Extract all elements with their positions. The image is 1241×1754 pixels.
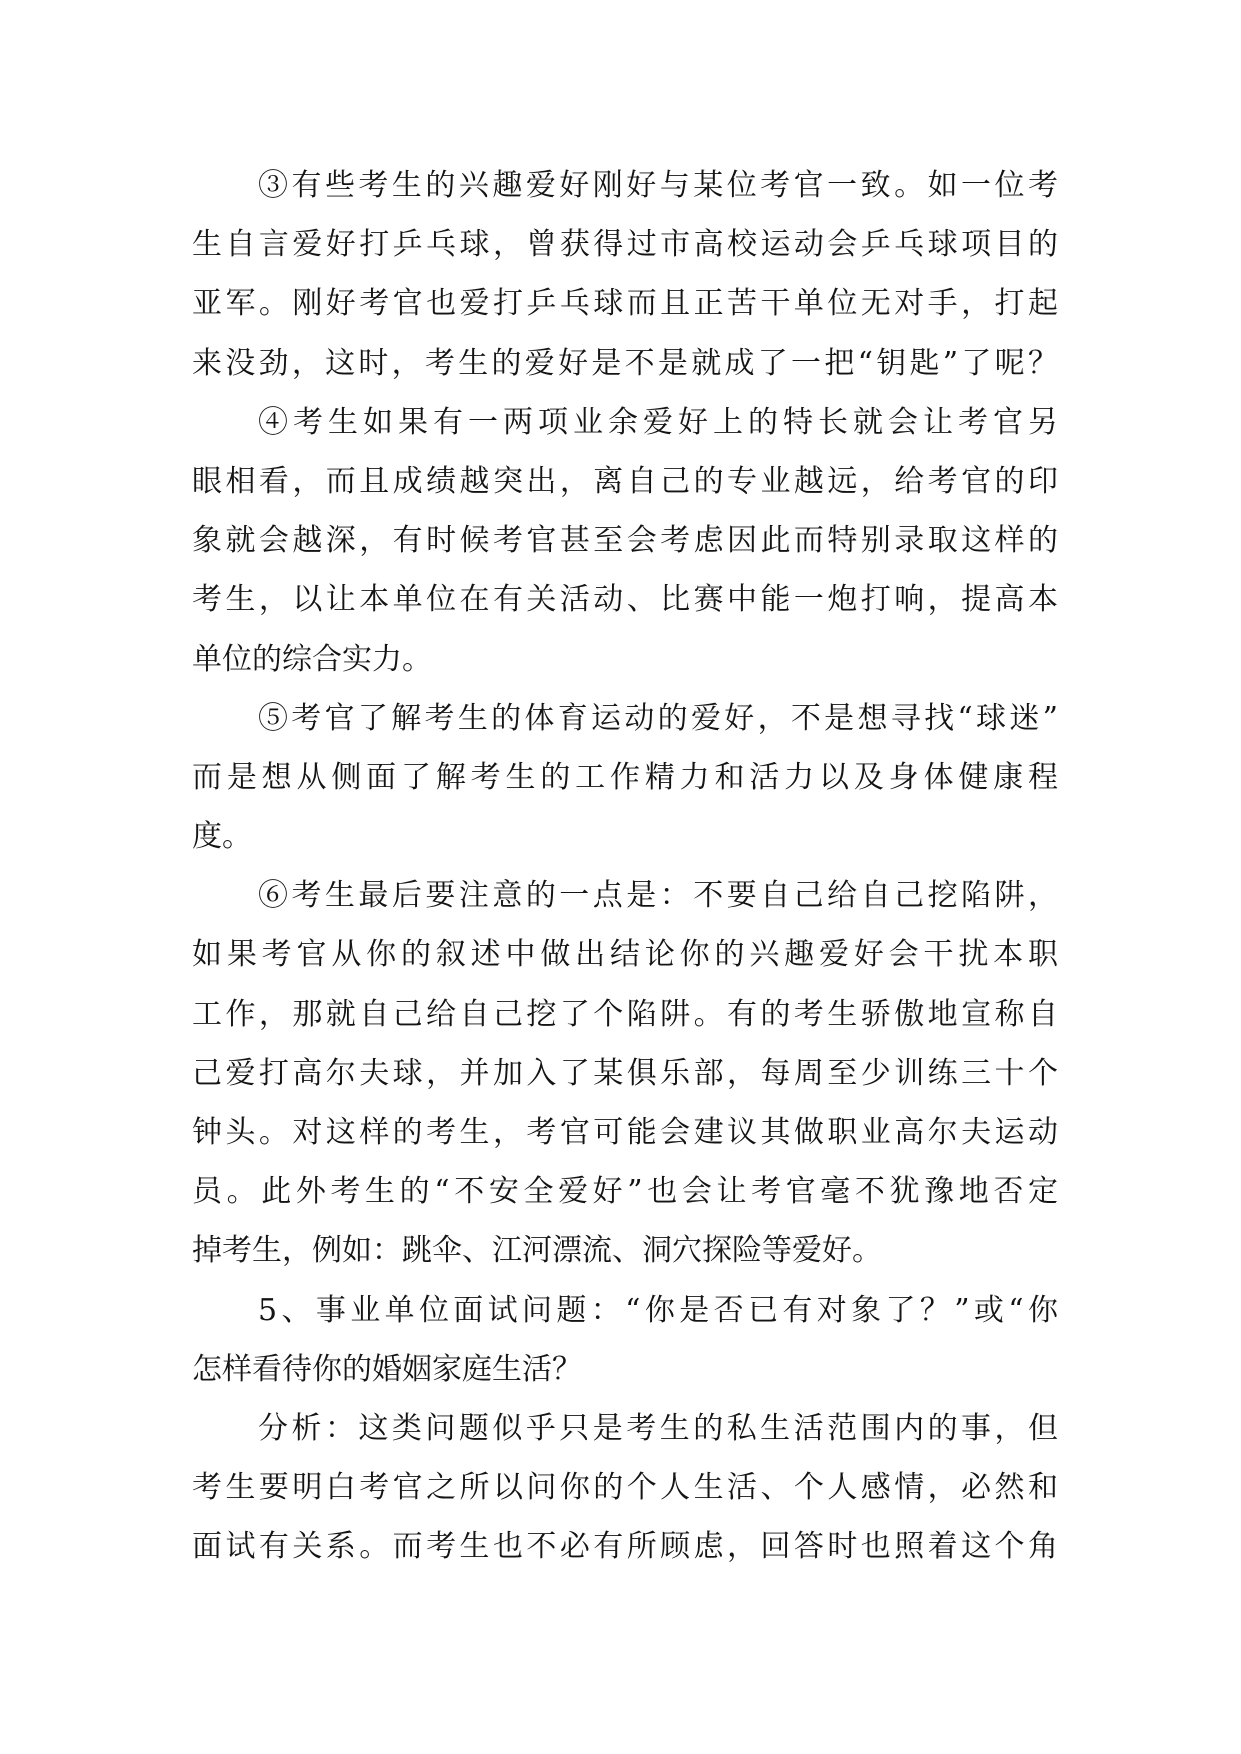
text-line: 眼相看，而且成绩越突出，离自己的专业越远，给考官的印 — [192, 463, 1058, 499]
text-line: 考生，以让本单位在有关活动、比赛中能一炮打响，提高本 — [192, 582, 1058, 618]
text-line: ⑤考官了解考生的体育运动的爱好，不是想寻找“球迷” — [258, 700, 1058, 736]
text-line: ⑥考生最后要注意的一点是：不要自己给自己挖陷阱， — [258, 878, 1058, 914]
document-body — [192, 156, 1058, 1577]
text-line: 工作，那就自己给自己挖了个陷阱。有的考生骄傲地宣称自 — [192, 996, 1058, 1032]
text-line: 而是想从侧面了解考生的工作精力和活力以及身体健康程 — [192, 759, 1058, 795]
paragraph-item-5 — [192, 689, 1058, 867]
text-line: 掉考生，例如：跳伞、江河漂流、洞穴探险等爱好。 — [192, 1233, 882, 1269]
text-line: 单位的综合实力。 — [192, 641, 432, 677]
text-line: 来没劲，这时，考生的爱好是不是就成了一把“钥匙”了呢？ — [192, 345, 1058, 381]
text-line: 象就会越深，有时候考官甚至会考虑因此而特别录取这样的 — [192, 523, 1058, 559]
text-line: 如果考官从你的叙述中做出结论你的兴趣爱好会干扰本职 — [192, 937, 1058, 973]
text-line: 钟头。对这样的考生，考官可能会建议其做职业高尔夫运动 — [192, 1115, 1058, 1150]
text-line: 面试有关系。而考生也不必有所顾虑，回答时也照着这个角 — [192, 1529, 1058, 1565]
text-line: 5、事业单位面试问题：“你是否已有对象了？”或“你 — [258, 1292, 1058, 1328]
text-line: 怎样看待你的婚姻家庭生活？ — [192, 1351, 582, 1387]
text-line: 亚军。刚好考官也爱打乒乓球而且正苦干单位无对手，打起 — [192, 286, 1058, 322]
text-line: 己爱打高尔夫球，并加入了某俱乐部，每周至少训练三十个 — [192, 1055, 1058, 1091]
text-line: 分析：这类问题似乎只是考生的私生活范围内的事，但 — [258, 1410, 1058, 1446]
text-line: ③有些考生的兴趣爱好刚好与某位考官一致。如一位考 — [258, 168, 1058, 203]
text-line: 度。 — [192, 819, 252, 855]
paragraph-item-4 — [192, 393, 1058, 689]
paragraph-item-3 — [192, 156, 1058, 393]
text-line: 考生要明白考官之所以问你的个人生活、个人感情，必然和 — [192, 1470, 1058, 1506]
question-heading — [192, 1281, 1058, 1399]
text-line: 员。此外考生的“不安全爱好”也会让考官毫不犹豫地否定 — [192, 1174, 1058, 1210]
paragraph-item-6 — [192, 866, 1058, 1280]
analysis-paragraph — [192, 1399, 1058, 1577]
text-line: 生自言爱好打乒乓球，曾获得过市高校运动会乒乓球项目的 — [192, 227, 1058, 263]
text-line: ④考生如果有一两项业余爱好上的特长就会让考官另 — [258, 404, 1058, 440]
